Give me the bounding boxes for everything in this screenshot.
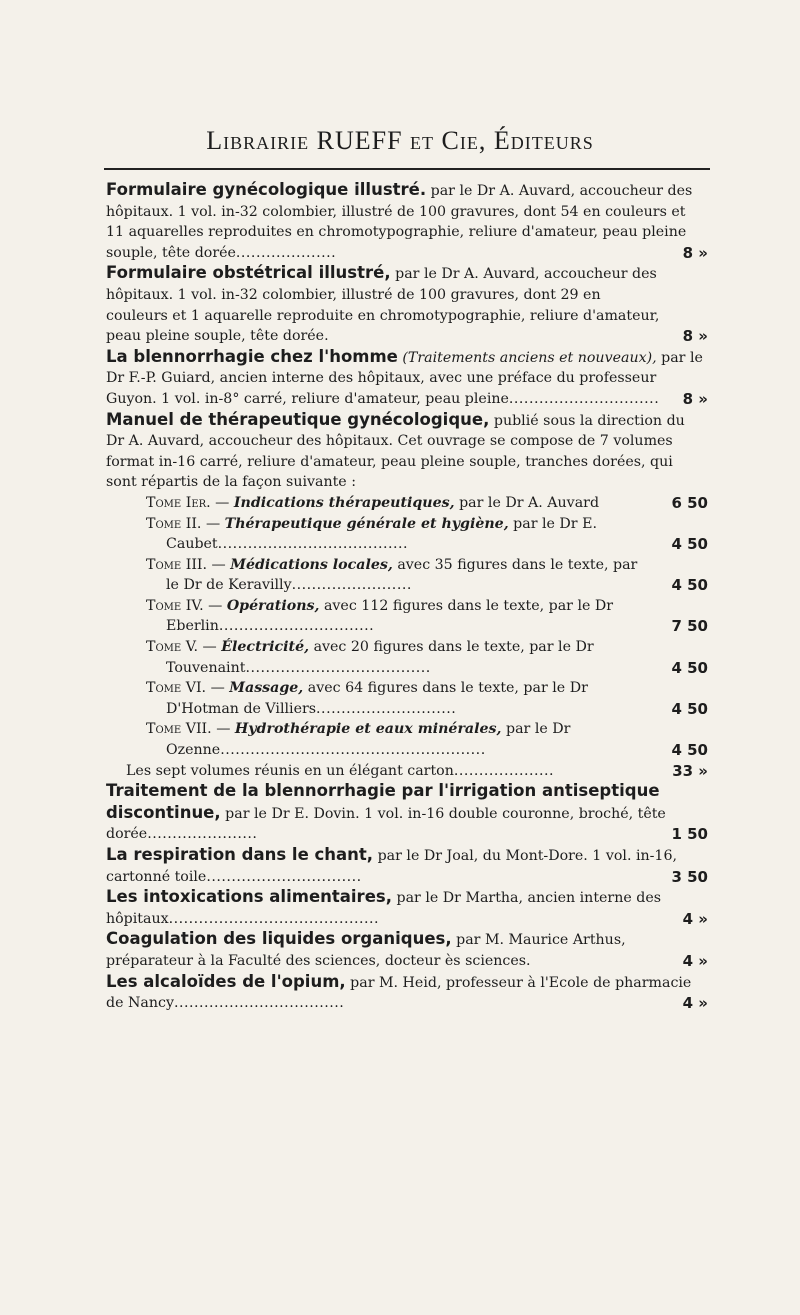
tome-row: Tome V. — Électricité, avec 20 figures dans le texte, par le Dr Touvenaint..................................... 4 50 (146, 639, 708, 677)
entry-price: 4 » (682, 994, 708, 1013)
dot-leader: .................................. (173, 995, 345, 1012)
entry-description: par le Dr E. Dovin. 1 vol. in-16 double couronne, broché, tête dorée (106, 805, 666, 843)
entry-price: 8 » (682, 389, 708, 408)
tome-row: Tome IV. — Opérations, avec 112 figures dans le texte, par le Dr Eberlin............................... 7 50 (146, 597, 708, 636)
tome-price: 7 50 (671, 617, 708, 636)
catalog-entry (106, 845, 706, 887)
dot-leader: ............................... (218, 618, 375, 635)
dot-leader: .................... (235, 244, 337, 261)
entry-price: 8 » (682, 243, 708, 262)
tome-author: avec 35 figures dans le texte, par le Dr de Keravilly (166, 556, 638, 594)
tome-row: Tome III. — Médications locales, avec 35 figures dans le texte, par le Dr de Keravilly........................ 4 50 (146, 556, 708, 595)
tome-price: 4 50 (671, 741, 708, 760)
set-summary (106, 761, 706, 782)
tome-label: Tome III. (146, 556, 208, 573)
tome-price: 6 50 (671, 493, 708, 512)
tome-author: par le Dr A. Auvard (459, 494, 600, 511)
dot-leader: .......................................... (168, 910, 380, 927)
tome-price: 4 50 (671, 535, 708, 554)
catalog-entry (106, 410, 706, 493)
tome-title: Hydrothérapie et eaux minérales, (234, 721, 502, 738)
summary-text: Les sept volumes réunis en un élégant carton (126, 762, 454, 779)
dot-leader: ..................................... (245, 659, 431, 676)
entry-title: Formulaire gynécologique illustré. (106, 180, 427, 199)
catalog-entry (106, 263, 706, 346)
entry-price: 1 50 (671, 825, 708, 844)
catalog-list (106, 180, 706, 1014)
tome-row: Tome VII. — Hydrothérapie et eaux minérales, par le Dr Ozenne..................................................... 4 50 (146, 721, 708, 760)
tome-price: 4 50 (671, 576, 708, 595)
tome-author: avec 20 figures dans le texte, par le Dr Touvenaint (166, 639, 594, 676)
entry-title: Les alcaloïdes de l'opium, (106, 971, 346, 991)
entry-title: La respiration dans le chant, (106, 845, 374, 864)
entry-description: par M. Heid, professeur à l'Ecole de pharmacie de Nancy (106, 974, 692, 1012)
tome-title: Opérations, (226, 597, 320, 614)
entry-title: Manuel de thérapeutique gynécologique, (106, 409, 490, 429)
dot-leader: .................... (453, 762, 555, 779)
summary-price: 33 » (672, 761, 708, 780)
tome-label: Tome Ier. (146, 494, 211, 511)
tome-author: par le Dr Ozenne (166, 721, 571, 759)
entry-description: par le Dr Joal, du Mont-Dore. 1 vol. in-16, cartonné toile (106, 848, 677, 885)
tome-label: Tome VI. (146, 680, 207, 697)
tome-author: avec 112 figures dans le texte, par le Dr Eberlin (166, 597, 614, 635)
header-rule (104, 168, 710, 170)
catalog-entry (106, 180, 706, 263)
tome-title: Indications thérapeutiques, (233, 494, 455, 511)
dot-leader: ............................... (206, 868, 362, 885)
publisher-header: Librairie RUEFF et Cie, Éditeurs (206, 126, 594, 155)
entry-description: publié sous la direction du Dr A. Auvard, accoucheur des hôpitaux. Cet ouvrage se compose de 7 volumes format in-16 carré, reliure d'amateur, peau pleine souple, tranches dorées, qui sont répartis de la façon suivante : (106, 412, 685, 491)
entry-title: La blennorrhagie chez l'homme (106, 346, 398, 366)
tome-price: 4 50 (671, 699, 708, 718)
entry-price: 3 50 (671, 867, 708, 886)
tome-label: Tome VII. (146, 721, 212, 738)
catalog-entry (106, 347, 706, 410)
tome-title: Massage, (229, 680, 304, 697)
dot-leader: ............................ (316, 700, 457, 717)
entry-description: par le Dr A. Auvard, accoucheur des hôpitaux. 1 vol. in-32 colombier, illustré de 100 gravures, dont 29 en couleurs et 1 aquarelle reproduite en chromotypographie, reliure d'amateur, peau pleine souple, tête dorée. (106, 266, 660, 345)
entry-price: 8 » (682, 327, 708, 346)
entry-description: par le Dr A. Auvard, accoucheur des hôpitaux. 1 vol. in-32 colombier, illustré de 100 gravures, dont 54 en couleurs et 11 aquarelles reproduites en chromotypographie, reliure d'amateur, peau pleine souple, tête dorée (106, 183, 693, 261)
entry-price: 4 » (682, 951, 708, 970)
entry-title: Formulaire obstétrical illustré, (106, 263, 391, 283)
tome-row: Tome VI. — Massage, avec 64 figures dans le texte, par le Dr D'Hotman de Villiers............................ 4 50 (146, 680, 708, 718)
tome-title: Médications locales, (230, 556, 393, 573)
catalog-entry (106, 887, 706, 929)
entry-description: par M. Maurice Arthus, préparateur à la Faculté des sciences, docteur ès sciences. (106, 932, 626, 969)
dot-leader: ...................................... (217, 536, 409, 553)
tome-author: par le Dr E. Caubet (166, 515, 597, 553)
tome-title: Thérapeutique générale et hygiène, (224, 515, 509, 532)
dot-leader: ...................... (147, 826, 258, 843)
tome-row: Tome II. — Thérapeutique générale et hygiène, par le Dr E. Caubet...................................... 4 50 (146, 515, 708, 554)
entry-price: 4 » (682, 909, 708, 928)
entry-title: Les intoxications alimentaires, (106, 887, 392, 907)
tome-label: Tome IV. (146, 597, 204, 614)
dot-leader: .............................. (508, 390, 660, 407)
entry-description: par le Dr Martha, ancien interne des hôpitaux (106, 890, 662, 927)
catalog-entry (106, 929, 706, 971)
tome-price: 4 50 (671, 658, 708, 677)
dot-leader: ........................ (291, 577, 412, 594)
entry-title: Coagulation des liquides organiques, (106, 929, 452, 949)
catalog-entry (106, 781, 706, 845)
tome-label: Tome II. (146, 515, 202, 532)
tome-row: Tome Ier. — Indications thérapeutiques, par le Dr A. Auvard 6 50 (146, 493, 708, 512)
entry-subtitle: (Traitements anciens et nouveaux), (402, 349, 657, 366)
tome-title: Électricité, (221, 639, 310, 656)
entry-description: par le Dr F.-P. Guiard, ancien interne des hôpitaux, avec une préface du professeur Guyon. 1 vol. in-8° carré, reliure d'amateur, peau pleine (106, 349, 703, 407)
tome-label: Tome V. (146, 639, 198, 656)
dot-leader: ..................................................... (220, 742, 486, 759)
entry-title: Traitement de la blennorrhagie par l'irrigation antiseptique discontinue, (106, 781, 660, 822)
tome-author: avec 64 figures dans le texte, par le Dr D'Hotman de Villiers (166, 680, 588, 717)
catalog-entry (106, 972, 706, 1014)
